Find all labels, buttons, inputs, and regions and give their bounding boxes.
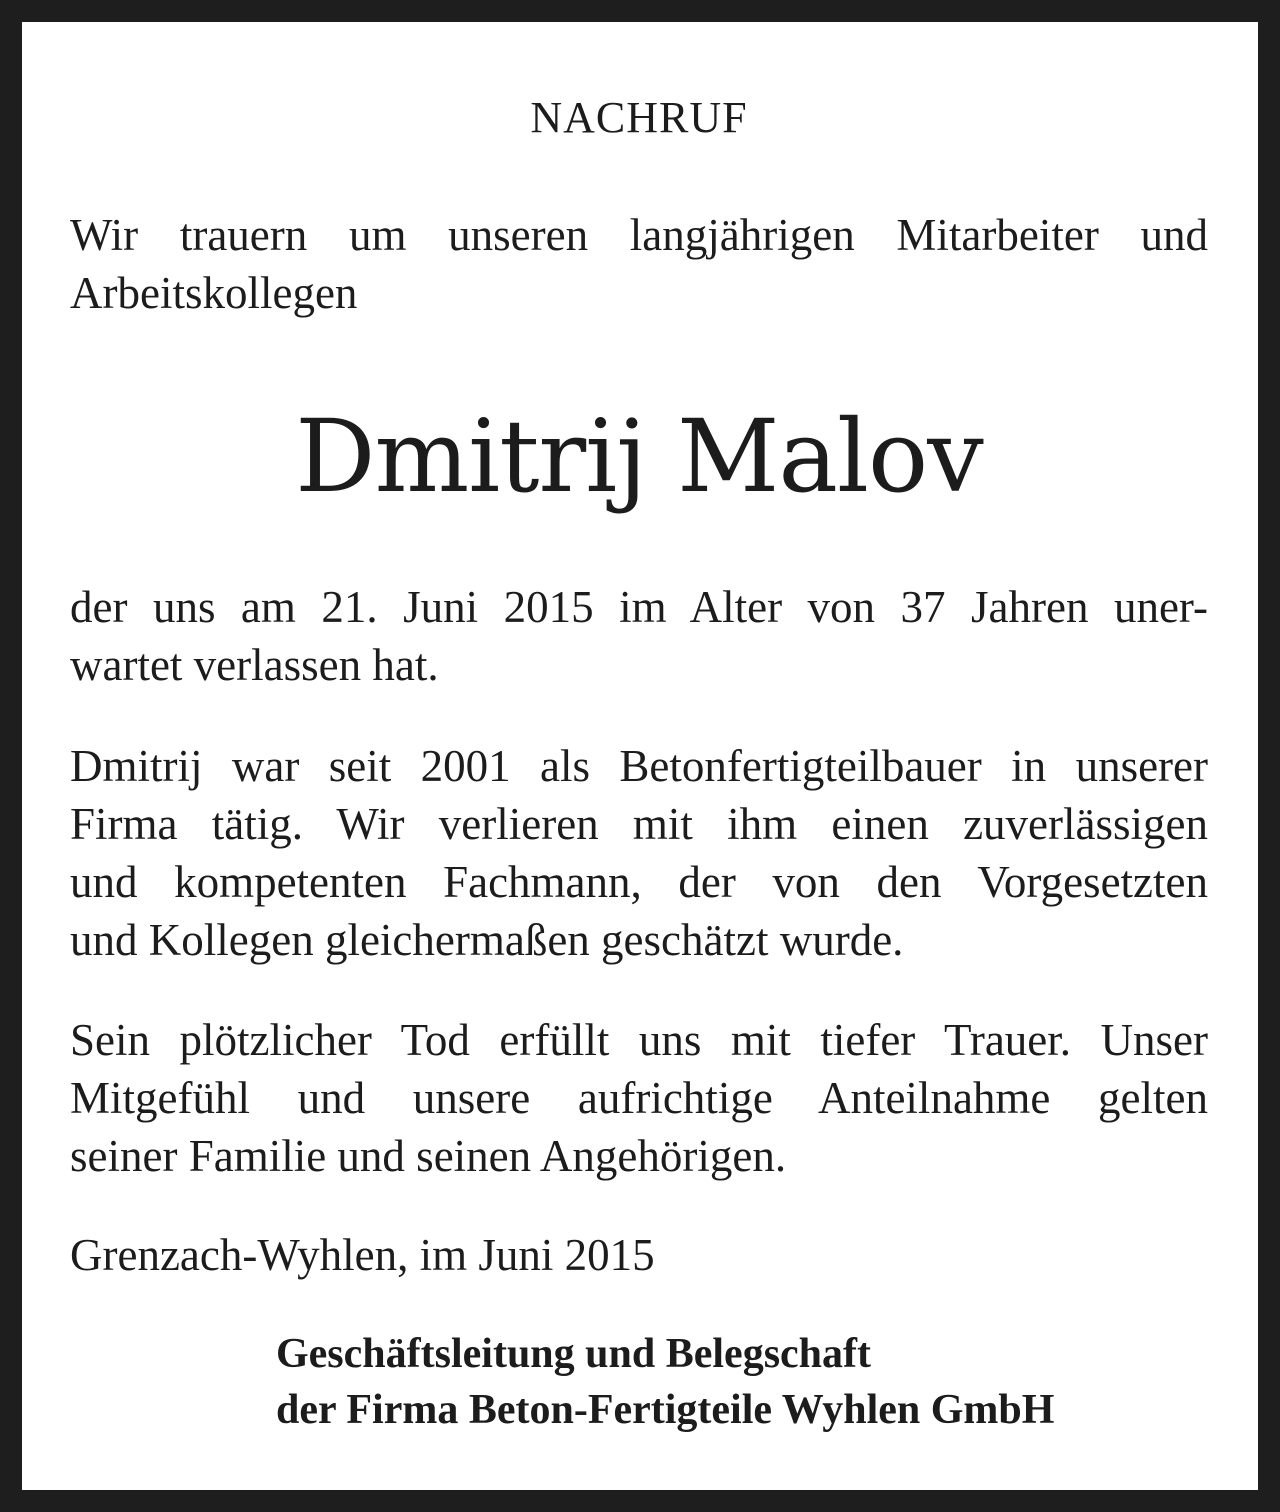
deceased-name: Dmitrij Malov: [295, 398, 983, 515]
intro-line-1: Wir trauern um unseren langjährigen Mitarbeiter und: [70, 210, 1208, 260]
death-paragraph: [70, 578, 1208, 694]
work-line-2: Firma tätig. Wir verlieren mit ihm einen zuverlässigen: [70, 799, 1208, 849]
sorrow-line-1: Sein plötzlicher Tod erfüllt uns mit tiefer Trauer. Unser: [70, 1015, 1208, 1065]
sorrow-paragraph: [70, 1011, 1208, 1185]
signature-block: [276, 1326, 1208, 1438]
sorrow-line-2: Mitgefühl und unsere aufrichtige Anteilnahme gelten: [70, 1073, 1208, 1123]
death-line-2: wartet verlassen hat.: [70, 640, 439, 690]
signature-line-1: Geschäftsleitung und Belegschaft: [276, 1331, 872, 1377]
intro-paragraph: [70, 206, 1208, 322]
work-line-4: und Kollegen gleichermaßen geschätzt wurde.: [70, 915, 904, 965]
place-date: [70, 1226, 1208, 1284]
intro-line-2: Arbeitskollegen: [70, 268, 358, 318]
sorrow-line-3: seiner Familie und seinen Angehörigen.: [70, 1131, 787, 1181]
place-date-text: Grenzach-Wyhlen, im Juni 2015: [70, 1230, 655, 1280]
death-line-1: der uns am 21. Juni 2015 im Alter von 37 Jahren uner-: [70, 582, 1208, 632]
work-line-3: und kompetenten Fachmann, der von den Vorgesetzten: [70, 857, 1208, 907]
signature-line-2: der Firma Beton-Fertigteile Wyhlen GmbH: [276, 1387, 1055, 1433]
work-paragraph: [70, 737, 1208, 969]
work-line-1: Dmitrij war seit 2001 als Betonfertigteilbauer in unserer: [70, 741, 1208, 791]
notice-heading: NACHRUF: [530, 93, 748, 142]
